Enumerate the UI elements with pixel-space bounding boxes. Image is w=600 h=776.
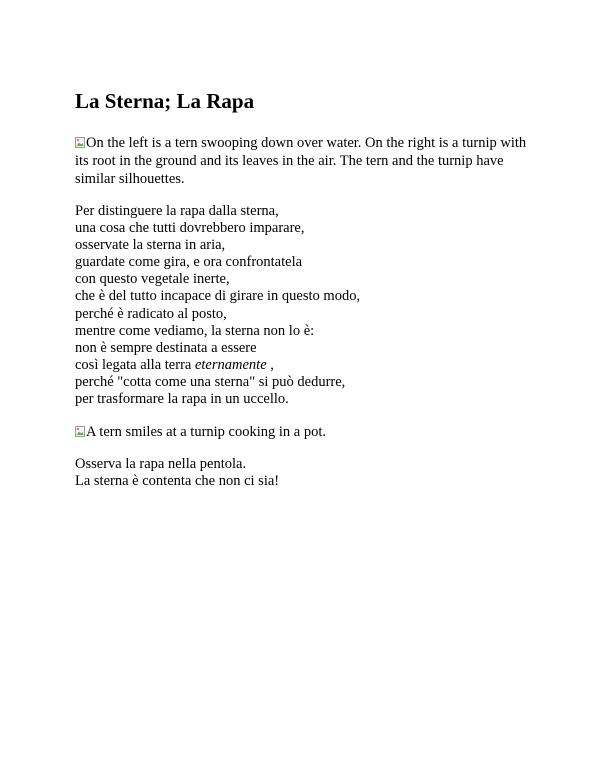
poem-line: La sterna è contenta che non ci sia!	[75, 473, 280, 490]
image-tern-pot-placeholder	[75, 423, 535, 441]
poem-line: osservate la sterna in aria,	[75, 237, 226, 254]
poem-line: perché "cotta come una sterna" si può dedurre,	[75, 373, 346, 390]
poem-line: mentre come vediamo, la sterna non lo è:	[75, 322, 315, 339]
poem-line-text: ,	[266, 356, 274, 373]
poem-line: perché è radicato al posto,	[75, 305, 227, 322]
poem-line: con questo vegetale inerte,	[75, 271, 230, 288]
image-tern-turnip-placeholder	[75, 134, 535, 188]
poem-line: non è sempre destinata a essere	[75, 339, 257, 356]
poem-stanza-2	[75, 456, 535, 490]
poem-line: guardate come gira, e ora confrontatela	[75, 254, 303, 271]
poem-line: una cosa che tutti dovrebbero imparare,	[75, 220, 305, 237]
broken-image-icon	[75, 426, 85, 437]
image-alt-text: On the left is a tern swooping down over water. On the right is a turnip with its root in the ground and its leaves in the air. The tern and the turnip have similar silhouettes.	[75, 135, 527, 187]
document-page	[75, 88, 535, 505]
poem-stanza-1	[75, 203, 535, 408]
broken-image-icon	[75, 137, 85, 148]
image-alt-text: A tern smiles at a turnip cooking in a pot.	[86, 424, 327, 441]
poem-line: che è del tutto incapace di girare in questo modo,	[75, 288, 361, 305]
poem-line	[75, 357, 535, 374]
poem-line: per trasformare la rapa in un uccello.	[75, 391, 289, 408]
poem-line: Osserva la rapa nella pentola.	[75, 456, 247, 473]
poem-line: Per distinguere la rapa dalla sterna,	[75, 203, 279, 219]
page-title: La Sterna; La Rapa	[75, 89, 255, 113]
emphasized-word: eternamente	[194, 356, 267, 373]
poem-line-text: così legata alla terra	[75, 356, 195, 373]
